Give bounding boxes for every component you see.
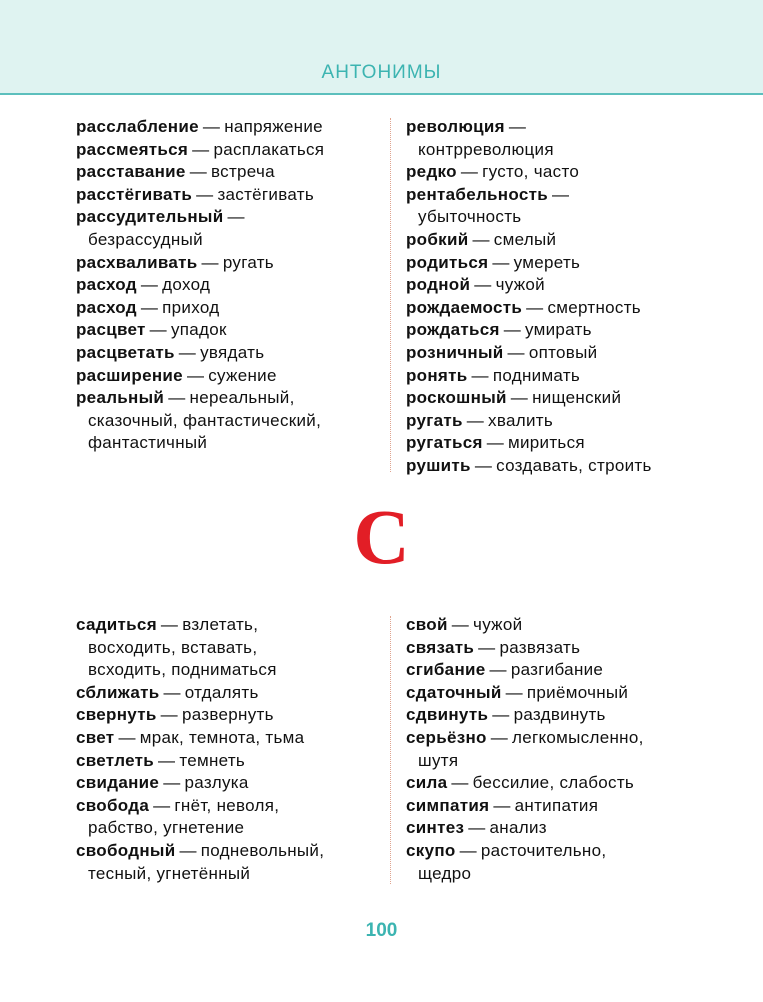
- dictionary-entry: [406, 772, 736, 795]
- entry-dash: —: [492, 252, 510, 272]
- dictionary-entry: [406, 795, 736, 818]
- dictionary-entry: [406, 161, 736, 184]
- entry-dash: —: [202, 117, 221, 136]
- entry-dash: —: [492, 705, 510, 725]
- dictionary-entry: [406, 840, 736, 885]
- entry-word: рождаться: [406, 320, 500, 340]
- entry-dash: —: [189, 162, 207, 182]
- entry-word: родиться: [406, 252, 489, 272]
- entry-word: свобода: [76, 795, 150, 815]
- entry-antonym-continuation: тесный, угнетённый: [88, 863, 251, 883]
- entry-dash: —: [551, 184, 570, 204]
- entry-dash: —: [486, 433, 505, 453]
- entry-dash: —: [451, 773, 469, 793]
- entry-antonym: умереть: [513, 252, 581, 272]
- entry-antonym: нереальный,: [189, 388, 295, 408]
- entry-word: рентабельность: [406, 184, 548, 204]
- entry-word: ронять: [406, 365, 468, 385]
- entry-antonym: застёгивать: [217, 184, 314, 204]
- entry-antonym-continuation: рабство, угнетение: [88, 818, 245, 838]
- entry-dash: —: [526, 297, 544, 317]
- entry-dash: —: [474, 455, 493, 475]
- entry-antonym-continuation: шутя: [418, 750, 459, 770]
- entry-word: свой: [406, 615, 448, 634]
- dictionary-entry: [76, 682, 381, 705]
- entry-antonym-continuation: безрассудный: [88, 229, 203, 249]
- entry-dash: —: [468, 818, 486, 838]
- entry-antonym: развернуть: [181, 705, 274, 725]
- entry-word: рождаемость: [406, 297, 523, 317]
- page-title: АНТОНИМЫ: [321, 62, 442, 83]
- entry-dash: —: [158, 750, 176, 770]
- entry-antonym-continuation: всходить, подниматься: [88, 660, 277, 680]
- entry-antonym: поднимать: [492, 365, 581, 385]
- dictionary-entry: [76, 297, 381, 320]
- dictionary-entry: [406, 297, 736, 320]
- entry-word: реальный: [76, 388, 165, 408]
- entry-antonym: бессилие, слабость: [472, 773, 635, 793]
- section-s-left-column: [76, 614, 381, 885]
- section-r-right-column: [406, 116, 736, 478]
- entry-dash: —: [460, 162, 479, 182]
- dictionary-entry: [76, 342, 381, 365]
- entry-word: светлеть: [76, 750, 154, 770]
- entry-antonym: легкомысленно,: [512, 727, 644, 747]
- entry-word: свободный: [76, 840, 176, 860]
- entry-word: синтез: [406, 818, 465, 838]
- entry-antonym-continuation: сказочный, фантастический,: [88, 410, 322, 430]
- entry-word: ругать: [406, 410, 463, 430]
- entry-word: расставание: [76, 162, 186, 182]
- dictionary-entry: [76, 161, 381, 184]
- entry-dash: —: [168, 388, 186, 408]
- dictionary-entry: [406, 817, 736, 840]
- entry-dash: —: [192, 139, 210, 159]
- entry-dash: —: [490, 727, 509, 747]
- entry-word: скупо: [406, 840, 456, 860]
- entry-antonym: раздвинуть: [513, 705, 606, 725]
- entry-dash: —: [186, 365, 205, 385]
- entry-antonym: приёмочный: [526, 682, 629, 702]
- entry-word: расход: [76, 297, 137, 317]
- entry-dash: —: [153, 795, 171, 815]
- page-number: 100: [365, 920, 398, 941]
- dictionary-entry: [406, 365, 736, 388]
- entry-antonym: нищенский: [532, 388, 622, 408]
- entry-antonym: анализ: [489, 818, 547, 838]
- dictionary-entry: [406, 410, 736, 433]
- dictionary-entry: [406, 116, 736, 161]
- entry-word: связать: [406, 637, 475, 657]
- dictionary-entry: [406, 727, 736, 772]
- entry-antonym: взлетать,: [182, 615, 259, 634]
- dictionary-entry: [76, 252, 381, 275]
- dictionary-entry: [76, 206, 381, 251]
- entry-word: революция: [406, 117, 505, 136]
- entry-antonym: мириться: [508, 433, 585, 453]
- entry-antonym-continuation: щедро: [418, 863, 472, 883]
- dictionary-entry: [406, 432, 736, 455]
- entry-word: серьёзно: [406, 727, 487, 747]
- entry-antonym: увядать: [200, 342, 265, 362]
- dictionary-entry: [406, 229, 736, 252]
- entry-antonym: смелый: [493, 229, 557, 249]
- dictionary-entry: [406, 342, 736, 365]
- entry-word: родной: [406, 275, 471, 295]
- entry-dash: —: [201, 252, 219, 272]
- entry-dash: —: [196, 184, 214, 204]
- entry-antonym: разлука: [184, 773, 249, 793]
- dictionary-entry: [406, 704, 736, 727]
- entry-dash: —: [471, 365, 489, 385]
- entry-word: розничный: [406, 342, 504, 362]
- entry-word: расстёгивать: [76, 184, 193, 204]
- entry-antonym: темнеть: [179, 750, 246, 770]
- entry-word: сгибание: [406, 660, 486, 680]
- entry-dash: —: [178, 342, 197, 362]
- entry-antonym: подневольный,: [200, 840, 325, 860]
- entry-antonym: создавать, строить: [496, 455, 652, 475]
- dictionary-entry: [406, 252, 736, 275]
- dictionary-entry: [76, 184, 381, 207]
- dictionary-entry: [76, 795, 381, 840]
- entry-word: редко: [406, 162, 457, 182]
- entry-antonym: чужой: [495, 275, 545, 295]
- entry-word: расхваливать: [76, 252, 198, 272]
- entry-antonym-continuation: фантастичный: [88, 433, 208, 453]
- dictionary-entry: [76, 704, 381, 727]
- dictionary-entry: [76, 387, 381, 455]
- dictionary-entry: [406, 387, 736, 410]
- column-divider-top: [390, 118, 391, 472]
- entry-word: сдвинуть: [406, 705, 489, 725]
- entry-dash: —: [489, 660, 507, 680]
- dictionary-entry: [76, 750, 381, 773]
- entry-antonym: смертность: [547, 297, 641, 317]
- entry-dash: —: [459, 840, 477, 860]
- page-header: [0, 0, 763, 95]
- entry-dash: —: [478, 637, 496, 657]
- entry-antonym: приход: [162, 297, 220, 317]
- entry-dash: —: [507, 342, 525, 362]
- entry-antonym: чужой: [473, 615, 523, 634]
- entry-antonym: ругать: [222, 252, 274, 272]
- entry-word: свидание: [76, 773, 160, 793]
- dictionary-entry: [406, 319, 736, 342]
- dictionary-entry: [76, 274, 381, 297]
- entry-antonym-continuation: контрреволюция: [418, 139, 554, 159]
- entry-word: сдаточный: [406, 682, 502, 702]
- entry-antonym: расточительно,: [480, 840, 607, 860]
- entry-antonym: разгибание: [510, 660, 604, 680]
- entry-antonym: антипатия: [514, 795, 599, 815]
- dictionary-entry: [406, 682, 736, 705]
- entry-dash: —: [118, 727, 136, 747]
- entry-dash: —: [472, 229, 490, 249]
- dictionary-entry: [76, 840, 381, 885]
- column-divider-bottom: [390, 616, 391, 884]
- dictionary-entry: [76, 319, 381, 342]
- entry-dash: —: [451, 615, 470, 634]
- entry-antonym: упадок: [170, 320, 227, 340]
- entry-word: робкий: [406, 229, 469, 249]
- entry-word: рассмеяться: [76, 139, 189, 159]
- dictionary-entry: [406, 637, 736, 660]
- entry-word: симпатия: [406, 795, 490, 815]
- dictionary-entry: [76, 139, 381, 162]
- entry-antonym: сужение: [208, 365, 277, 385]
- entry-word: свернуть: [76, 705, 157, 725]
- dictionary-entry: [76, 772, 381, 795]
- entry-word: рассудительный: [76, 207, 224, 227]
- entry-word: сближать: [76, 682, 160, 702]
- section-r-left-column: [76, 116, 381, 455]
- dictionary-entry: [406, 614, 736, 637]
- dictionary-entry: [406, 184, 736, 229]
- entry-word: ругаться: [406, 433, 483, 453]
- entry-word: свет: [76, 727, 115, 747]
- dictionary-entry: [76, 614, 381, 682]
- section-s-right-column: [406, 614, 736, 885]
- entry-antonym: густо, часто: [482, 162, 580, 182]
- entry-word: рушить: [406, 455, 471, 475]
- entry-antonym: умирать: [525, 320, 592, 340]
- entry-dash: —: [160, 705, 178, 725]
- entry-word: роскошный: [406, 388, 507, 408]
- entry-antonym-continuation: восходить, вставать,: [88, 637, 258, 657]
- entry-dash: —: [160, 615, 179, 634]
- entry-word: расцветать: [76, 342, 175, 362]
- entry-word: расцвет: [76, 320, 146, 340]
- dictionary-entry: [76, 116, 381, 139]
- entry-word: расход: [76, 275, 137, 295]
- dictionary-entry: [406, 455, 736, 478]
- entry-antonym: оптовый: [528, 342, 598, 362]
- entry-dash: —: [508, 117, 527, 136]
- dictionary-entry: [76, 727, 381, 750]
- entry-antonym: доход: [162, 275, 211, 295]
- entry-dash: —: [227, 207, 245, 227]
- entry-antonym: расплакаться: [213, 139, 325, 159]
- entry-dash: —: [493, 795, 511, 815]
- entry-antonym: встреча: [211, 162, 275, 182]
- dictionary-entry: [406, 659, 736, 682]
- entry-dash: —: [149, 320, 167, 340]
- entry-word: расслабление: [76, 117, 199, 136]
- entry-antonym: развязать: [499, 637, 581, 657]
- entry-dash: —: [163, 773, 181, 793]
- dictionary-entry: [406, 274, 736, 297]
- entry-dash: —: [140, 297, 159, 317]
- section-letter: С: [353, 493, 410, 580]
- entry-antonym: отдалять: [184, 682, 259, 702]
- entry-word: сила: [406, 773, 448, 793]
- entry-antonym: гнёт, неволя,: [174, 795, 280, 815]
- entry-dash: —: [474, 275, 492, 295]
- entry-dash: —: [179, 840, 197, 860]
- entry-dash: —: [140, 275, 159, 295]
- entry-antonym: напряжение: [224, 117, 323, 136]
- entry-antonym: мрак, темнота, тьма: [139, 727, 305, 747]
- entry-word: расширение: [76, 365, 183, 385]
- entry-dash: —: [466, 410, 485, 430]
- entry-dash: —: [163, 682, 181, 702]
- entry-dash: —: [505, 682, 523, 702]
- entry-antonym: хвалить: [488, 410, 554, 430]
- entry-antonym-continuation: убыточность: [418, 207, 522, 227]
- dictionary-entry: [76, 365, 381, 388]
- entry-word: садиться: [76, 615, 157, 634]
- entry-dash: —: [503, 320, 522, 340]
- entry-dash: —: [510, 388, 529, 408]
